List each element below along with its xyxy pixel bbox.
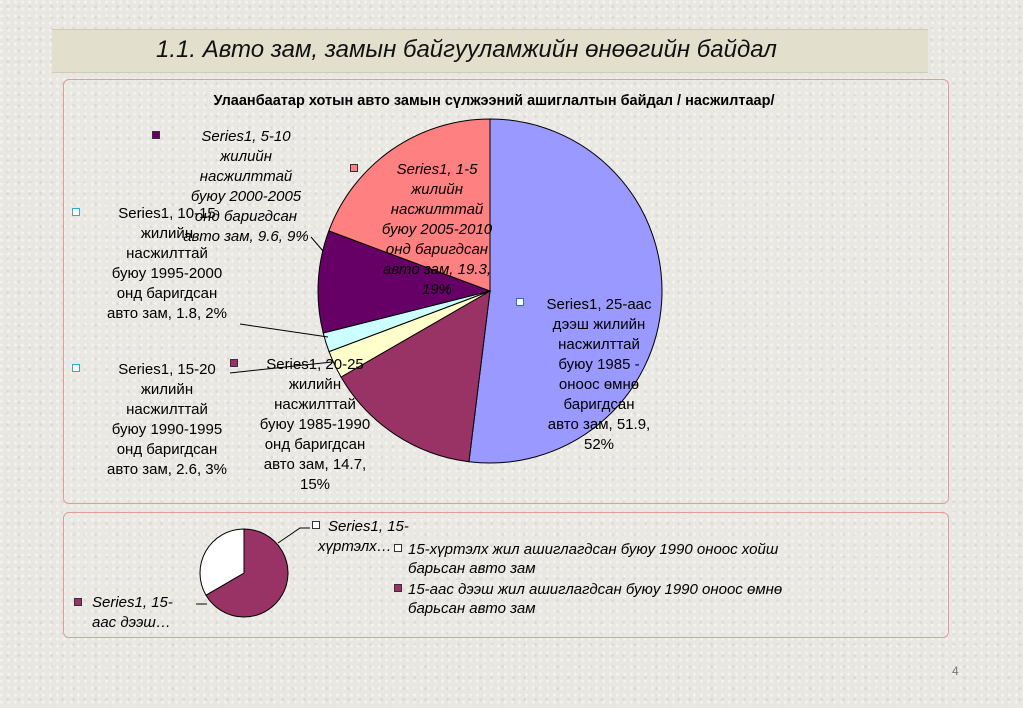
leader-line-small-upper — [278, 528, 310, 543]
legend-marker-over-15 — [394, 584, 402, 592]
marker-s25 — [516, 298, 524, 306]
marker-s5 — [152, 131, 160, 139]
marker-s1 — [350, 164, 358, 172]
small-label-upper: Series1, 15- хүртэлх… — [318, 518, 409, 555]
legend-item-under-15: 15-хүртэлх жил ашиглагдсан буюу 1990 оноос хойш барьсан авто зам — [408, 541, 779, 577]
page-number: 4 — [952, 664, 959, 678]
leader-line-s10 — [240, 324, 328, 337]
summary-pie — [200, 529, 288, 617]
legend-item-over-15: 15-аас дээш жил ашиглагдсан буюу 1990 оноос өмнө барьсан авто зам — [408, 581, 783, 617]
marker-small-upper — [312, 521, 320, 529]
label-s20: Series1, 20-25 жилийн насжилттай буюу 1985-1990 онд баригдсан авто зам, 14.7, 15% — [259, 356, 371, 493]
label-s15: Series1, 15-20 жилийн насжилттай буюу 1990-1995 онд баригдсан авто зам, 2.6, 3% — [107, 361, 227, 478]
marker-s10 — [72, 208, 80, 216]
legend-marker-under-15 — [394, 544, 402, 552]
marker-small-lower — [74, 598, 82, 606]
slide-title: 1.1. Авто зам, замын байгууламжийн өнөөгийн байдал — [156, 36, 777, 63]
chart-title: Улаанбаатар хотын авто замын сүлжээний ашиглалтын байдал / насжилтаар/ — [213, 93, 775, 109]
label-s1: Series1, 1-5 жилийн насжилттай буюу 2005-2010 онд баригдсан авто зам, 19.3, 19% — [381, 161, 493, 298]
small-label-lower: Series1, 15- аас дээш… — [92, 594, 173, 631]
label-s5: Series1, 5-10 жилийн насжилттай буюу 2000-2005 онд баригдсан авто зам, 9.6, 9% — [183, 128, 309, 245]
label-s10: Series1, 10-15 жилийн насжилттай буюу 1995-2000 онд баригдсан авто зам, 1.8, 2% — [107, 205, 227, 322]
label-s25: Series1, 25-аас дээш жилийн насжилттай буюу 1985 - оноос өмнө баригдсан авто зам, 51.9, 52% — [546, 296, 652, 453]
marker-s15 — [72, 364, 80, 372]
